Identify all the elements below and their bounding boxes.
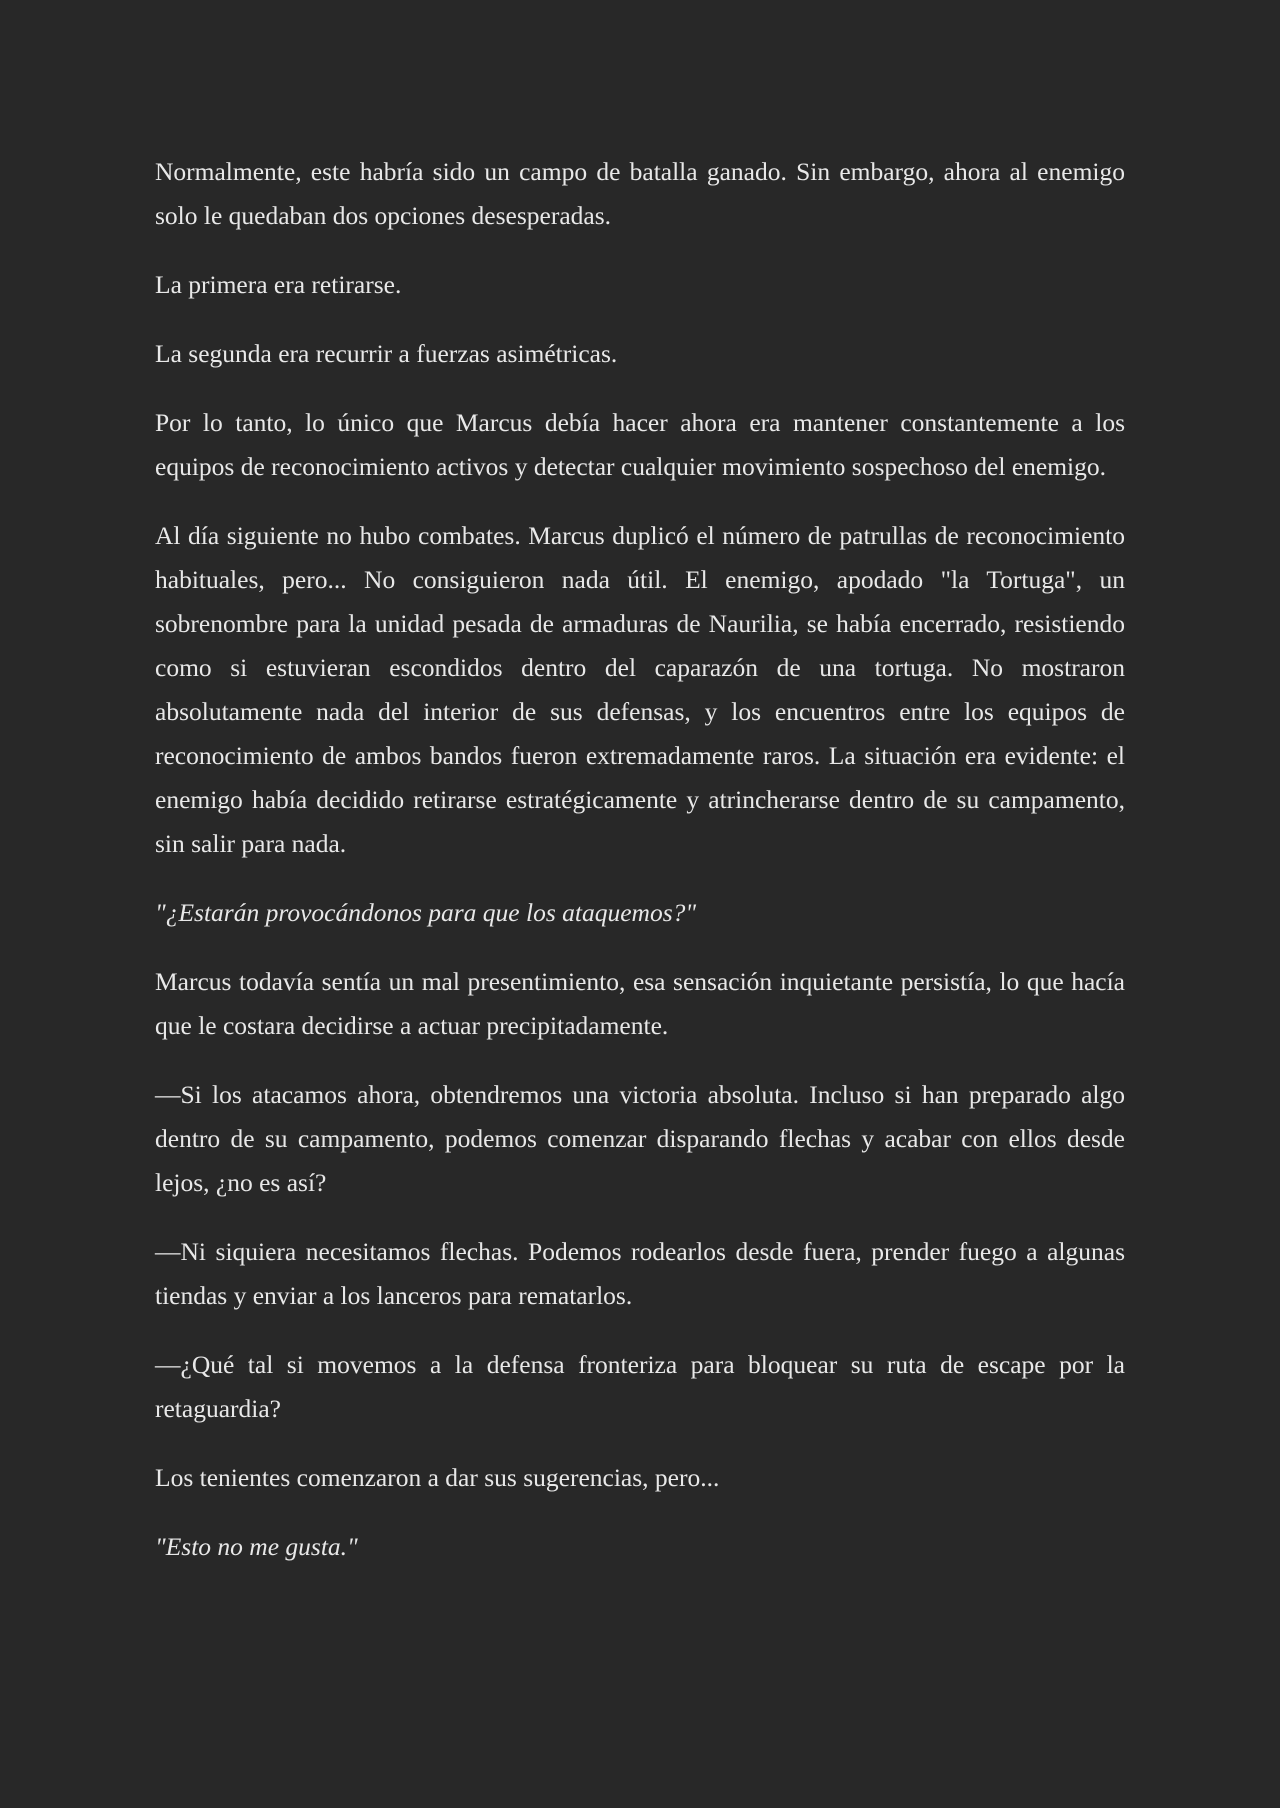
paragraph-11: Los tenientes comenzaron a dar sus sugerencias, pero...: [155, 1463, 720, 1492]
paragraph-4: Por lo tanto, lo único que Marcus debía hacer ahora era mantener constantemente a los equipos de reconocimiento activos y detectar cualquier movimiento sospechoso del enemigo.: [155, 408, 1125, 481]
paragraph-1: Normalmente, este habría sido un campo de batalla ganado. Sin embargo, ahora al enemigo solo le quedaban dos opciones desesperadas.: [155, 157, 1125, 230]
paragraph-7: Marcus todavía sentía un mal presentimiento, esa sensación inquietante persistía, lo que hacía que le costara decidirse a actuar precipitadamente.: [155, 967, 1125, 1040]
paragraph-6-thought: "¿Estarán provocándonos para que los ataquemos?": [155, 898, 697, 927]
paragraph-12-thought: "Esto no me gusta.": [155, 1532, 358, 1561]
document-body: [155, 150, 1125, 1569]
paragraph-8-dialogue: —Si los atacamos ahora, obtendremos una victoria absoluta. Incluso si han preparado algo dentro de su campamento, podemos comenzar disparando flechas y acabar con ellos desde lejos, ¿no es así?: [155, 1080, 1125, 1197]
paragraph-10-dialogue: —¿Qué tal si movemos a la defensa fronteriza para bloquear su ruta de escape por la retaguardia?: [155, 1350, 1125, 1423]
paragraph-2: La primera era retirarse.: [155, 270, 402, 299]
paragraph-5: Al día siguiente no hubo combates. Marcus duplicó el número de patrullas de reconocimiento habituales, pero... No consiguieron nada útil. El enemigo, apodado "la Tortuga", un sobrenombre para la unidad pesada de armaduras de Naurilia, se había encerrado, resistiendo como si estuvieran escondidos dentro del caparazón de una tortuga. No mostraron absolutamente nada del interior de sus defensas, y los encuentros entre los equipos de reconocimiento de ambos bandos fueron extremadamente raros. La situación era evidente: el enemigo había decidido retirarse estratégicamente y atrincherarse dentro de su campamento, sin salir para nada.: [155, 521, 1125, 858]
paragraph-3: La segunda era recurrir a fuerzas asimétricas.: [155, 339, 618, 368]
paragraph-9-dialogue: —Ni siquiera necesitamos flechas. Podemos rodearlos desde fuera, prender fuego a algunas tiendas y enviar a los lanceros para rematarlos.: [155, 1237, 1125, 1310]
